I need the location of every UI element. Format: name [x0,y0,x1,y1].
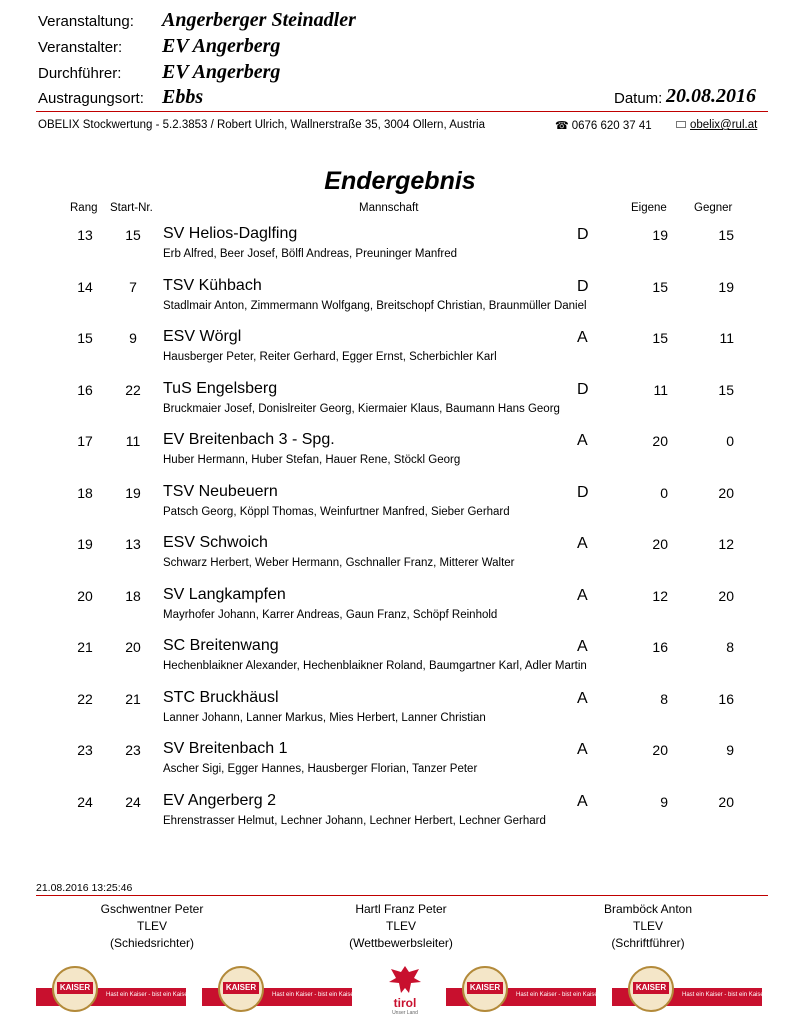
result-row [0,270,800,320]
kaiser-word: KAISER [633,982,669,994]
col-rang: Rang [70,202,98,214]
start-number-cell: 9 [129,330,137,346]
own-points-cell: 15 [652,278,668,295]
signature-name: Bramböck Anton [603,902,693,916]
veranstalter-label: Veranstalter: [38,39,123,56]
rank-cell: 14 [77,278,93,295]
phone-info [555,119,652,132]
email-link[interactable]: obelix@rul.at [690,119,758,131]
tirol-logo [385,964,425,1018]
own-points-cell: 9 [660,793,668,810]
header-veranstalter [38,35,768,59]
opponent-points-cell: 16 [718,690,734,707]
player-names: Ascher Sigi, Egger Hannes, Hausberger Florian, Tanzer Peter [163,763,478,775]
tirol-sub: Unser Land [392,1010,418,1016]
group-cell: D [577,277,589,295]
col-gegner: Gegner [694,202,733,214]
opponent-points-cell: 11 [719,330,734,346]
footer-divider [36,895,768,896]
rank-cell: 19 [77,536,93,552]
player-names: Bruckmaier Josef, Donislreiter Georg, Kiermaier Klaus, Baumann Hans Georg [163,402,560,415]
result-row [0,785,800,835]
team-name: SV Breitenbach 1 [163,740,288,757]
durchfuehrer-label: Durchführer: [38,65,122,82]
result-row [0,527,800,577]
team-name: TSV Kühbach [163,276,262,294]
col-start: Start-Nr. [110,202,153,214]
start-number-cell: 24 [125,793,141,810]
opponent-points-cell: 15 [718,381,734,398]
signature-club: TLEV [136,919,167,933]
rank-cell: 16 [77,381,93,398]
group-cell: A [577,329,588,346]
opponent-points-cell: 12 [718,536,734,552]
kaiser-logo [36,966,190,1016]
player-names: Lanner Johann, Lanner Markus, Mies Herbert, Lanner Christian [163,711,486,724]
signature-block [548,901,748,952]
group-cell: A [577,535,588,552]
own-points-cell: 8 [660,690,668,707]
team-name: ESV Schwoich [163,534,268,551]
veranstaltung-label: Veranstaltung: [38,13,134,30]
opponent-points-cell: 20 [718,793,734,810]
result-row [0,630,800,680]
start-number-cell: 18 [125,587,141,604]
kaiser-slogan: Hast ein Kaiser - bist ein Kaiser [516,992,600,998]
player-names: Hausberger Peter, Reiter Gerhard, Egger Ernst, Scherbichler Karl [163,351,497,363]
rank-cell: 13 [77,227,93,243]
result-row [0,424,800,474]
signature-role: (Wettbewerbsleiter) [349,936,453,950]
opponent-points-cell: 20 [718,484,734,501]
signature-name: Gschwentner Peter [100,902,204,916]
rank-cell: 15 [77,330,93,346]
header-veranstaltung [38,9,768,33]
player-names: Ehrenstrasser Helmut, Lechner Johann, Lechner Herbert, Lechner Gerhard [163,814,546,827]
signature-club: TLEV [632,919,663,933]
result-row [0,476,800,526]
kaiser-slogan: Hast ein Kaiser - bist ein Kaiser [682,992,766,998]
result-row [0,682,800,732]
col-team: Mannschaft [359,202,419,214]
opponent-points-cell: 19 [718,278,734,295]
software-info: OBELIX Stockwertung - 5.2.3853 / Robert Ulrich, Wallnerstraße 35, 3004 Ollern, Austria [38,119,486,131]
tirol-word: tirol [393,996,417,1010]
team-name: EV Breitenbach 3 - Spg. [163,431,335,448]
own-points-cell: 16 [652,639,668,655]
own-points-cell: 0 [660,484,668,501]
player-names: Stadlmair Anton, Zimmermann Wolfgang, Breitschopf Christian, Braunmüller Daniel [163,299,587,312]
own-points-cell: 20 [652,433,668,449]
signature-name: Hartl Franz Peter [355,902,447,916]
team-name: SV Helios-Daglfing [163,225,298,242]
player-names: Schwarz Herbert, Weber Hermann, Gschnaller Franz, Mitterer Walter [163,557,515,569]
header-durchfuehrer [38,61,768,85]
header-ort [38,86,768,110]
group-cell: D [577,483,589,501]
print-timestamp: 21.08.2016 13:25:46 [36,882,133,894]
signature-block [52,901,252,952]
envelope-icon [676,121,686,128]
own-points-cell: 12 [652,587,668,604]
signature-role: (Schriftführer) [611,936,685,950]
own-points-cell: 20 [652,742,668,758]
rank-cell: 24 [77,793,93,810]
kaiser-word: KAISER [223,982,259,994]
ort-value: Ebbs [162,86,204,108]
kaiser-logo [202,966,356,1016]
sponsor-bar [0,962,800,1018]
result-row [0,321,800,371]
result-row [0,579,800,629]
tirol-eagle-icon [385,964,425,996]
team-name: TSV Neubeuern [163,482,278,500]
start-number-cell: 22 [125,381,141,398]
result-row [0,733,800,783]
rank-cell: 18 [77,484,93,501]
player-names: Mayrhofer Johann, Karrer Andreas, Gaun Franz, Schöpf Reinhold [163,608,498,621]
start-number-cell: 20 [125,639,141,655]
team-name: STC Bruckhäusl [163,688,279,706]
opponent-points-cell: 15 [718,227,734,243]
player-names: Patsch Georg, Köppl Thomas, Weinfurtner Manfred, Sieber Gerhard [163,505,510,518]
start-number-cell: 7 [129,278,137,295]
start-number-cell: 21 [125,690,141,707]
header-divider [36,111,768,112]
datum-label: Datum: [614,90,663,107]
phone-icon: ☎ [555,120,569,132]
group-cell: D [577,226,589,243]
kaiser-slogan: Hast ein Kaiser - bist ein Kaiser [272,992,356,998]
own-points-cell: 20 [652,536,668,552]
team-name: ESV Wörgl [163,328,242,345]
team-name: EV Angerberg 2 [163,791,276,809]
signature-role: (Schiedsrichter) [109,936,195,950]
kaiser-word: KAISER [57,982,93,994]
email-info [676,119,757,131]
group-cell: A [577,638,588,655]
datum-value: 20.08.2016 [666,85,756,107]
group-cell: A [577,741,588,758]
group-cell: A [577,586,588,604]
own-points-cell: 15 [652,330,668,346]
kaiser-logo [446,966,600,1016]
start-number-cell: 23 [125,742,141,758]
team-name: SV Langkampfen [163,585,286,603]
kaiser-logo [612,966,766,1016]
team-name: SC Breitenwang [163,637,279,654]
col-eigene: Eigene [631,202,667,214]
rank-cell: 17 [77,433,93,449]
start-number-cell: 11 [125,433,141,449]
player-names: Erb Alfred, Beer Josef, Bölfl Andreas, Preuninger Manfred [163,248,458,260]
own-points-cell: 19 [652,227,668,243]
kaiser-word: KAISER [467,982,503,994]
group-cell: A [577,792,588,810]
rank-cell: 22 [77,690,93,707]
rank-cell: 21 [77,639,93,655]
ort-label: Austragungsort: [38,90,144,107]
group-cell: A [577,689,588,707]
kaiser-slogan: Hast ein Kaiser - bist ein Kaiser [106,992,190,998]
signature-club: TLEV [385,919,416,933]
durchfuehrer-value: EV Angerberg [162,61,281,83]
team-name: TuS Engelsberg [163,379,278,397]
veranstaltung-value: Angerberger Steinadler [162,9,356,31]
signature-block [301,901,501,952]
group-cell: D [577,380,589,398]
group-cell: A [577,432,588,449]
opponent-points-cell: 20 [718,587,734,604]
start-number-cell: 19 [125,484,141,501]
start-number-cell: 13 [125,536,141,552]
veranstalter-value: EV Angerberg [162,35,281,57]
player-names: Hechenblaikner Alexander, Hechenblaikner Roland, Baumgartner Karl, Adler Martin [163,660,587,672]
opponent-points-cell: 9 [726,742,734,758]
result-row [0,373,800,423]
phone-number: 0676 620 37 41 [571,120,652,132]
rank-cell: 23 [77,742,93,758]
opponent-points-cell: 8 [726,639,734,655]
start-number-cell: 15 [125,227,141,243]
player-names: Huber Hermann, Huber Stefan, Hauer Rene, Stöckl Georg [163,454,461,466]
page-title: Endergebnis [324,167,476,195]
opponent-points-cell: 0 [726,433,734,449]
own-points-cell: 11 [653,381,668,398]
rank-cell: 20 [77,587,93,604]
result-row [0,218,800,268]
